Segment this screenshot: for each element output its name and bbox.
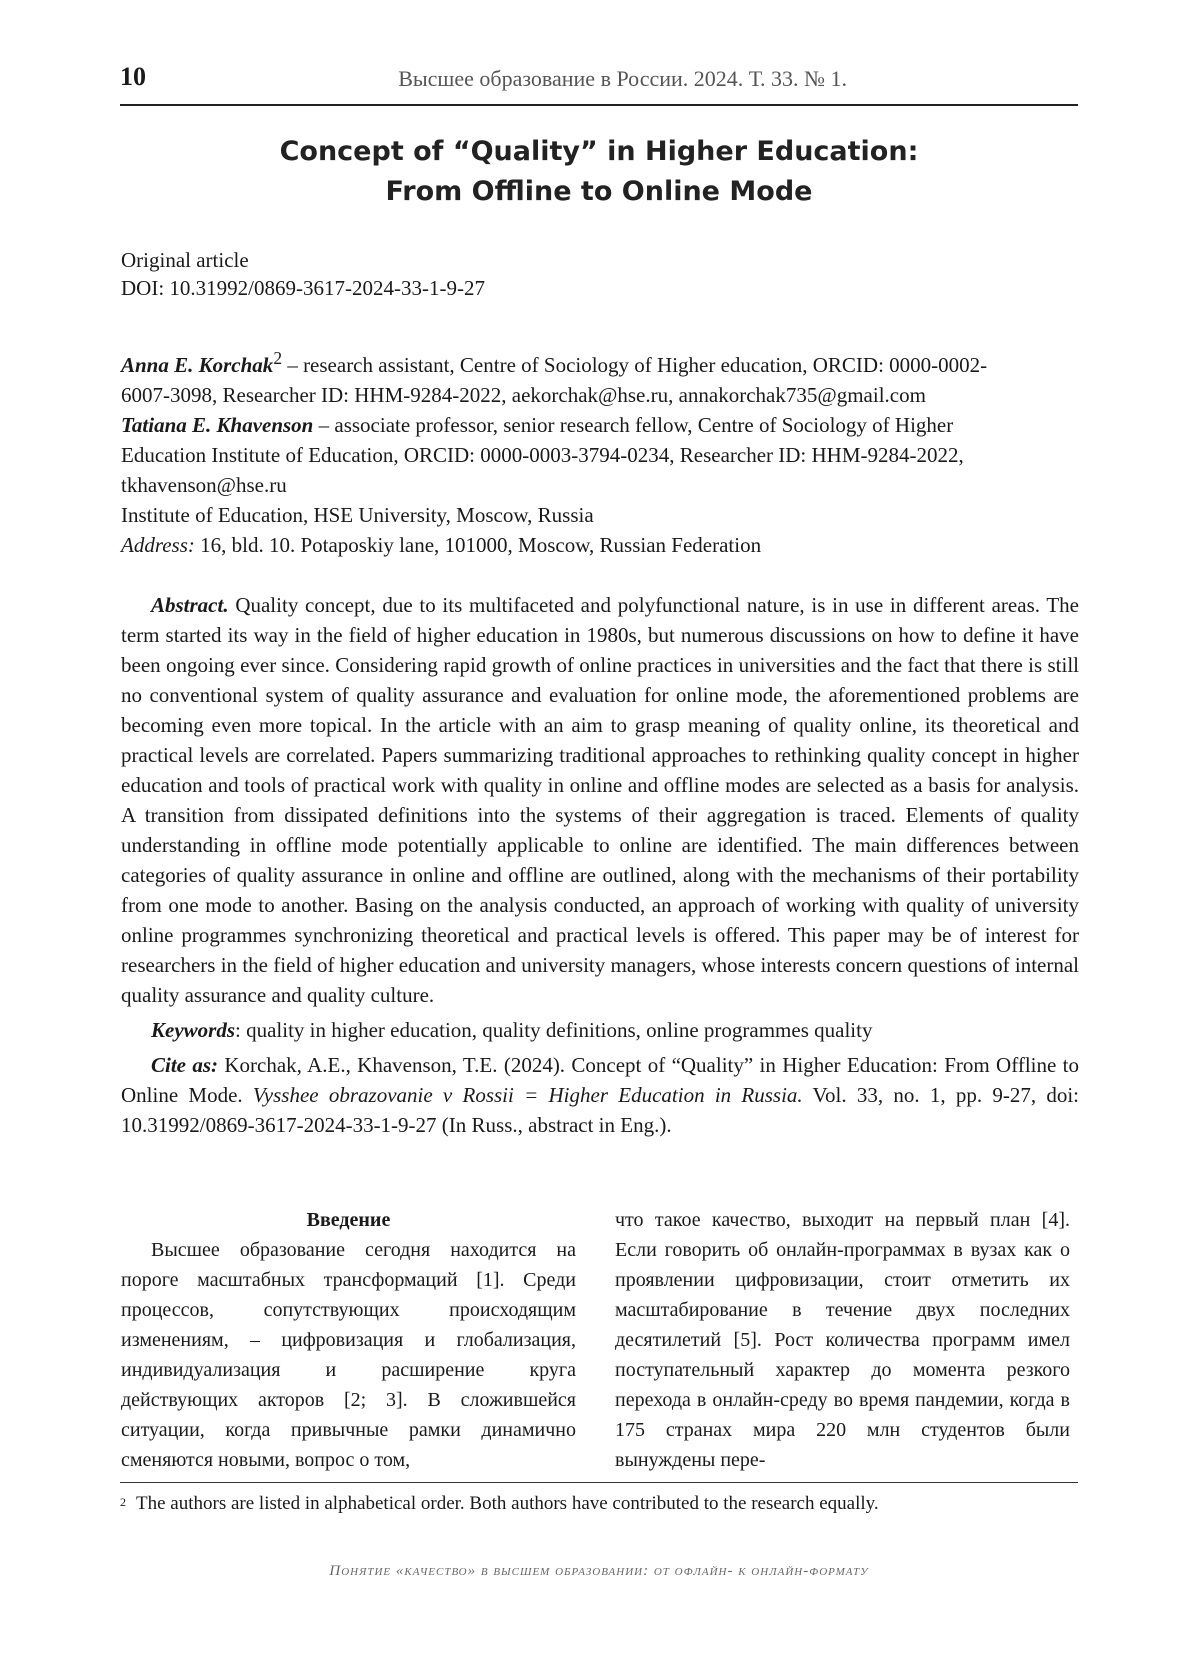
header-divider bbox=[120, 104, 1078, 106]
author-1-affiliation: – research assistant, Centre of Sociology of Higher education, ORCID: 0000-0002- bbox=[282, 353, 988, 377]
keywords-text: : quality in higher education, quality definitions, online programmes quality bbox=[235, 1018, 873, 1042]
body-column-left bbox=[121, 1205, 576, 1475]
author-2-name: Tatiana E. Khavenson bbox=[121, 413, 314, 437]
title-line-2: From Offline to Online Mode bbox=[385, 176, 813, 207]
author-2-affiliation: – associate professor, senior research fellow, Centre of Sociology of Higher bbox=[313, 413, 954, 437]
author-1-line-2: 6007-3098, Researcher ID: HHM-9284-2022, aekorchak@hse.ru, annakorchak735@gmail.com bbox=[121, 383, 926, 407]
footnote-divider bbox=[120, 1482, 1078, 1483]
address-text: 16, bld. 10. Potaposkiy lane, 101000, Moscow, Russian Federation bbox=[194, 533, 762, 557]
author-2-line-1 bbox=[121, 410, 1079, 440]
title-line-1: Concept of “Quality” in Higher Education: bbox=[279, 136, 919, 167]
footnote bbox=[120, 1490, 879, 1518]
address-label: Address: bbox=[121, 533, 195, 557]
footnote-text: The authors are listed in alphabetical order. Both authors have contributed to the research equally. bbox=[136, 1493, 879, 1514]
author-2-line-2: Education Institute of Education, ORCID: 0000-0003-3794-0234, Researcher ID: HHM-9284-2022, bbox=[121, 443, 964, 467]
keywords-label: Keywords bbox=[151, 1018, 235, 1042]
footnote-mark: 2 bbox=[120, 1495, 126, 1509]
cite-text-2: Vol. 33, no. 1, pp. 9-27, doi: 10.31992/0869-3617-2024-33-1-9-27 (In Russ., abstract in Eng.). bbox=[121, 1083, 1079, 1137]
abstract-text: Quality concept, due to its multifaceted and polyfunctional nature, is in use in different areas. The term started its way in the field of higher education in 1980s, but numerous discussions on how to define it have been ongoing ever since. Considering rapid growth of online practices in universities and the fact that there is still no conventional system of quality assurance and evaluation for online mode, the aforementioned problems are becoming even more topical. In the article with an aim to grasp meaning of quality online, its theoretical and practical levels are correlated. Papers summarizing traditional approaches to rethinking quality concept in higher education and tools of practical work with quality in online and offline modes are selected as a basis for analysis. A transition from dissipated definitions into the systems of their aggregation is traced. Elements of quality understanding in offline mode potentially applicable to online are identified. The main differences between categories of quality assurance in online and offline are outlined, along with the mechanisms of their portability from one mode to another. Basing on the analysis conducted, an approach of working with quality of university online programmes synchronizing theoretical and practical levels is offered. This paper may be of interest for researchers in the field of higher education and university managers, whose interests concern questions of internal quality assurance and quality culture. bbox=[121, 593, 1079, 1007]
section-heading: Введение bbox=[306, 1209, 391, 1231]
author-2-line-3: tkhavenson@hse.ru bbox=[121, 473, 287, 497]
running-footer: Понятие «качество» в высшем образовании: от офлайн- к онлайн-формату bbox=[329, 1563, 869, 1579]
article-title bbox=[120, 132, 1078, 212]
body-paragraph-left: Высшее образование сегодня находится на пороге масштабных трансформаций [1]. Среди процессов, сопутствующих происходящим изменениям, – цифровизация и глобализация, индивидуализация и расширение круга действующих акторов [2; 3]. В сложившейся ситуации, когда привычные рамки динамично сменяются новыми, вопрос о том, bbox=[121, 1239, 576, 1471]
page-header bbox=[120, 58, 1080, 104]
abstract-block bbox=[121, 590, 1079, 1140]
address bbox=[121, 530, 1079, 560]
cite-label: Cite as: bbox=[151, 1053, 219, 1077]
body-column-right bbox=[615, 1205, 1070, 1475]
keywords bbox=[121, 1015, 1079, 1045]
cite-journal: Vysshee obrazovanie v Rossii = Higher Education in Russia. bbox=[252, 1083, 803, 1107]
article-meta bbox=[121, 246, 485, 302]
abstract bbox=[121, 590, 1079, 1010]
cite-text-1: Korchak, A.E., Khavenson, T.E. (2024). Concept of “Quality” in Higher Education: From Offline to Online Mode. bbox=[121, 1053, 1079, 1107]
article-type: Original article bbox=[121, 248, 249, 272]
doi: DOI: 10.31992/0869-3617-2024-33-1-9-27 bbox=[121, 276, 485, 300]
author-info bbox=[121, 343, 1079, 560]
journal-title: Высшее образование в России. 2024. Т. 33. № 1. bbox=[398, 66, 847, 91]
author-1-line-1 bbox=[121, 343, 1079, 380]
author-1-name: Anna E. Korchak bbox=[121, 353, 274, 377]
institute: Institute of Education, HSE University, Moscow, Russia bbox=[121, 503, 594, 527]
citation bbox=[121, 1050, 1079, 1140]
body-paragraph-right: что такое качество, выходит на первый план [4]. Если говорить об онлайн-программах в вузах как о проявлении цифровизации, стоит отметить их масштабирование в течение двух последних десятилетий [5]. Рост количества программ имел поступательный характер до момента резкого перехода в онлайн-среду во время пандемии, когда в 175 странах мира 220 млн студентов были вынуждены пере- bbox=[615, 1209, 1070, 1471]
page-number: 10 bbox=[120, 62, 146, 91]
abstract-label: Abstract. bbox=[151, 593, 229, 617]
author-footnote-mark[interactable]: 2 bbox=[273, 348, 283, 368]
